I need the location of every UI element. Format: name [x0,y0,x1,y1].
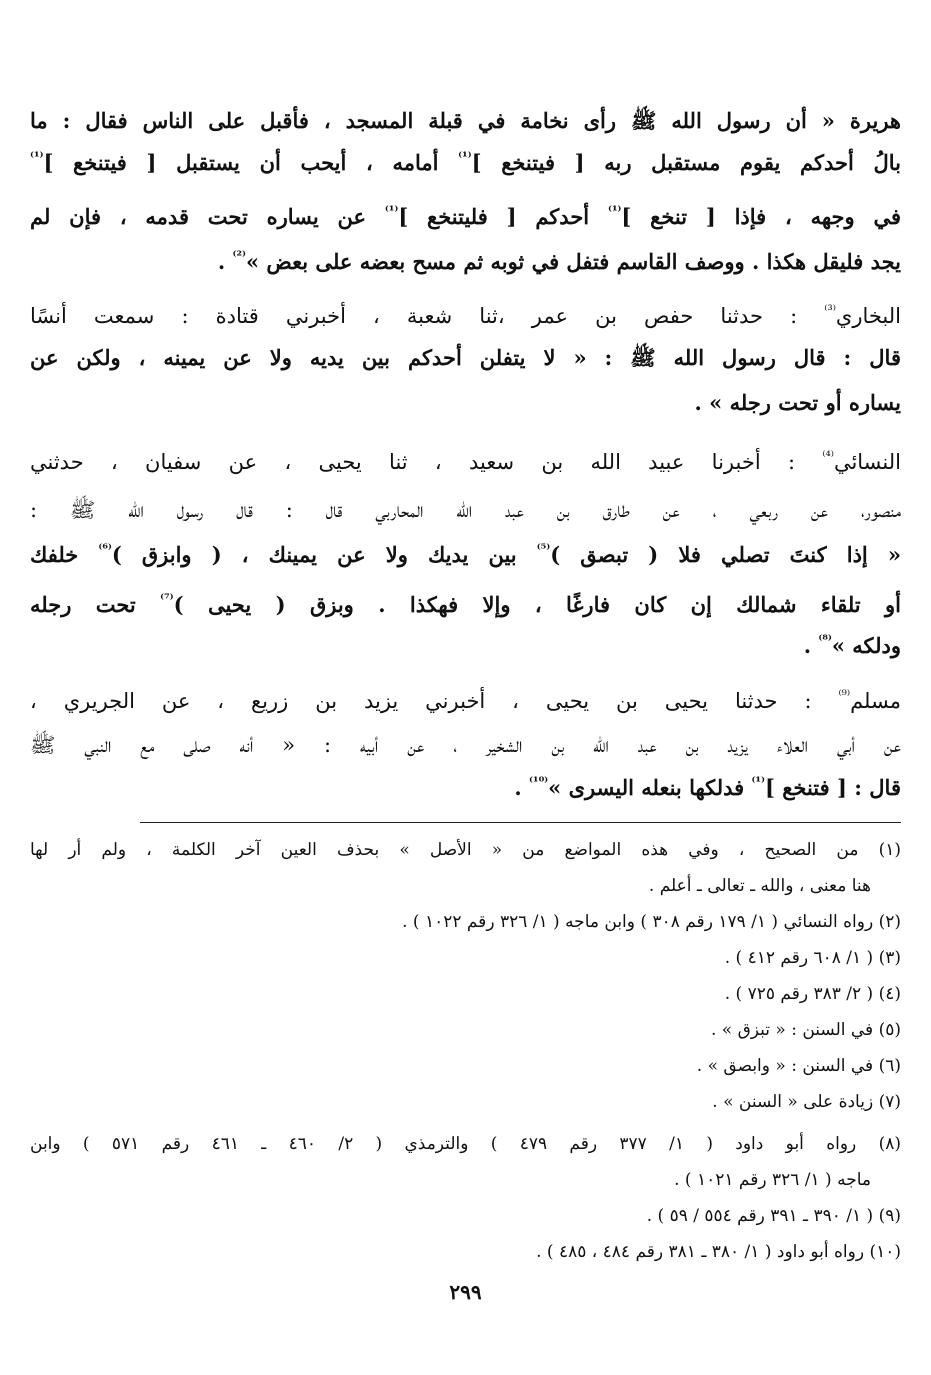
footnote-line [30,1163,871,1197]
footnote-text: (٤) ( ٢/ ٣٨٣ رقم ٧٢٥ ) . [724,984,901,1004]
body-line-text: قال : قال رسول الله ﷺ : « لا يتفلن أحدكم بين يديه ولا عن يمينه ، ولكن عن [30,345,901,370]
footnote-line [30,1013,901,1047]
footnote-line [30,905,901,939]
footnote-text: (٩) ( ١/ ٣٩٠ ـ ٣٩١ رقم ٥٥٤ / ٥٩ ) . [646,1206,901,1226]
footnote-marker: ⁽⁶⁾ [98,542,112,557]
footnote-text: (٣) ( ١/ ٦٠٨ رقم ٤١٢ ) . [724,948,901,968]
footnote-marker: ⁽⁹⁾ [838,688,851,703]
footnote-marker: ⁽¹⁰⁾ [529,775,549,790]
body-line-text: في وجهه ، فإذا [ تنخع ]$^{^{(1)}}$ أحدكم [ فليتنخع ]$^{^{(1)}}$ عن يساره تحت قدمه ، فإن لم [30,204,902,229]
body-line-text: هريرة « أن رسول الله ﷺ رأى نخامة في قبلة المسجد ، فأقبل على الناس فقال : ما [30,108,901,133]
body-line [30,296,901,336]
body-line-text: مسلم$^{^{(9)}}$ : حدثنا يحيى بن يحيى ، أخبرني يزيد بن زريع ، عن الجريري ، [30,688,901,713]
footnote-text: (٦) في السنن : « وابصق » . [696,1056,901,1076]
body-line-text: قال : [ فتنخع ]$^{^{(1)}}$ فدلكها بنعله اليسرى »$^{^{(10)}}$ . [514,775,901,800]
footnote-text: (٥) في السنن : « تبزق » . [710,1020,901,1040]
footnote-text: (٧) زيادة على « السنن » . [712,1092,901,1112]
footnote-text: (١٠) رواه أبو داود ( ١/ ٣٨٠ ـ ٣٨١ رقم ٤٨٤ ، ٤٨٥ ) . [536,1242,901,1262]
body-line-text: يجد فليقل هكذا . ووصف القاسم فتفل في ثوبه ثم مسح بعضه على بعض »$^{^{(2)}}$ . [217,249,901,274]
body-line-text: بالُ أحدكم يقوم مستقبل ربه [ فيتنخع ]$^{^{(1)}}$ أمامه ، أيحب أن يستقبل [ فيتنخع ]$^{^{(1)}}$ [30,150,901,175]
body-line [30,242,901,282]
footnote-text: هنا معنى ، والله ـ تعالى ـ أعلم . [648,876,871,896]
footnote-marker: ⁽⁸⁾ [818,633,832,648]
body-line-text: النسائي$^{^{(4)}}$ : أخبرنا عبيد الله بن سعيد ، ثنا يحيى ، عن سفيان ، حدثني [30,449,901,474]
body-line-text: البخاري$^{^{(3)}}$ : حدثنا حفص بن عمر ،ثنا شعبة ، أخبرني قتادة : سمعت أنسًا [30,303,901,328]
body-line [30,101,901,141]
footnote-marker: ⁽²⁾ [232,249,246,264]
footnote-line [30,1235,901,1269]
footnote-line [30,1049,901,1083]
body-line-text: عن أبي العلاء يزيد بن عبد الله بن الشخير ، عن أبيه : « أنه صلى مع النبي ﷺ [30,733,901,757]
body-line-text: أو تلقاء شمالك إن كان فارغًا ، وإلا فهكذا . وبزق ( يحيى )$^{^{(7)}}$ تحت رجله [30,592,901,617]
footnote-marker: ⁽¹⁾ [458,150,472,165]
footnote-line [30,1127,901,1161]
footnote-marker: ⁽¹⁾ [384,204,399,219]
footnote-text: (٨) رواه أبو داود ( ١/ ٣٧٧ رقم ٤٧٩ ) والترمذي ( ٢/ ٤٦٠ ـ ٤٦١ رقم ٥٧١ ) وابن [30,1134,901,1154]
footnote-marker: ⁽³⁾ [824,303,836,318]
footnote-separator [140,822,901,823]
footnote-marker: ⁽⁵⁾ [536,542,551,557]
body-line [30,197,901,237]
body-line [30,626,901,666]
body-line [30,442,901,482]
body-line [30,725,901,765]
body-line [30,768,901,808]
footnote-line [30,1085,901,1119]
footnote-line [30,977,901,1011]
footnote-marker: ⁽¹⁾ [751,775,765,790]
body-line-text: يساره أو تحت رجله » . [694,390,901,415]
page-number: ٢٩٩ [449,1280,482,1304]
body-line [30,535,901,575]
footnote-marker: ⁽¹⁾ [607,204,622,219]
footnote-marker: ⁽⁷⁾ [160,592,174,607]
body-line [30,585,901,625]
footnote-text: (١) من الصحيح ، وفي هذه المواضع من « الأصل » بحذف العين آخر الكلمة ، ولم أر لها [30,840,901,860]
footnote-line [30,941,901,975]
footnote-text: (٢) رواه النسائي ( ١/ ١٧٩ رقم ٣٠٨ ) وابن ماجه ( ١/ ٣٢٦ رقم ١٠٢٢ ) . [402,912,901,932]
body-line [30,143,901,183]
footnote-line [30,869,871,903]
body-line [30,681,901,721]
footnote-text: ماجه ( ١/ ٣٢٦ رقم ١٠٢١ ) . [674,1170,871,1190]
footnote-line [30,1199,901,1233]
body-line-text: ودلكه »$^{^{(8)}}$ . [803,633,901,658]
footnote-line [30,833,901,867]
footnote-marker: ⁽⁴⁾ [822,449,834,464]
body-line-text: منصور، عن ربعي ، عن طارق بن عبد الله المحاربي قال : قال رسول الله ﷺ : [30,498,901,522]
body-line [30,338,901,378]
body-line [30,490,901,530]
body-line [30,383,901,423]
footnote-marker: ⁽¹⁾ [30,150,44,165]
body-line-text: « إذا كنتَ تصلي فلا ( تبصق )$^{^{(5)}}$ بين يديك ولا عن يمينك ، ( وابزق )$^{^{(6)}}$ خلفك [30,542,901,567]
